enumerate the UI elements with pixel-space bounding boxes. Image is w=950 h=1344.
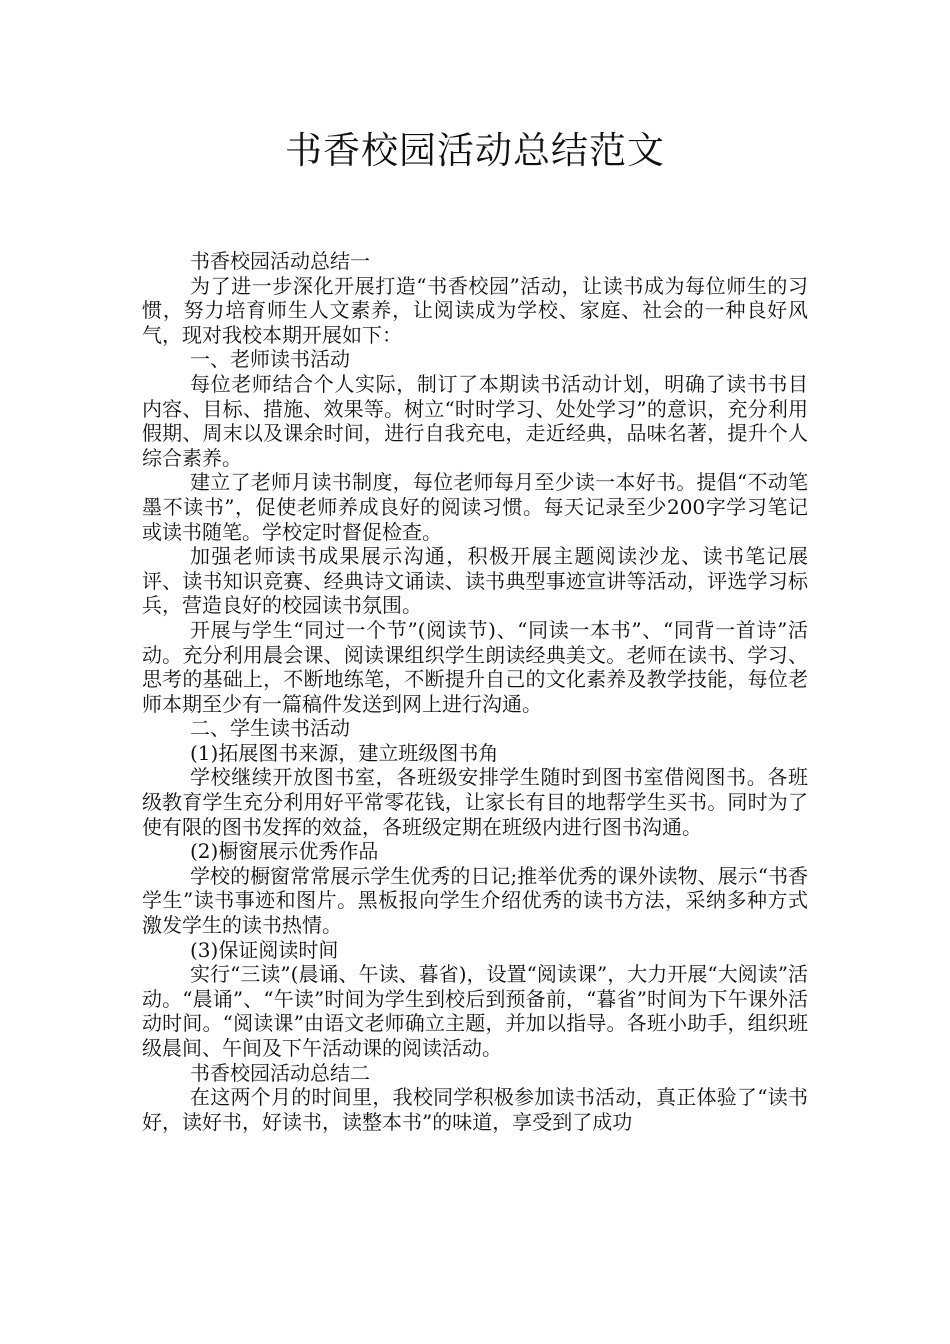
document-body [142, 249, 808, 1134]
paragraph: 加强老师读书成果展示沟通，积极开展主题阅读沙龙、读书笔记展评、读书知识竞赛、经典诗文诵读、读书典型事迹宣讲等活动，评选学习标兵，营造良好的校园读书氛围。 [142, 544, 808, 618]
paragraph: 建立了老师月读书制度，每位老师每月至少读一本好书。提倡“不动笔墨不读书”，促使老师养成良好的阅读习惯。每天记录至少200字学习笔记或读书随笔。学校定时督促检查。 [142, 470, 808, 544]
paragraph: 实行“三读”(晨诵、午读、暮省)，设置“阅读课”，大力开展“大阅读”活动。“晨诵”、“午读”时间为学生到校后到预备前，“暮省”时间为下午课外活动时间。“阅读课”由语文老师确立主题，并加以指导。各班小助手，组织班级晨间、午间及下午活动课的阅读活动。 [142, 962, 808, 1060]
paragraph: 学校的橱窗常常展示学生优秀的日记;推举优秀的课外读物、展示“书香学生”读书事迹和图片。黑板报向学生介绍优秀的读书方法，采纳多种方式激发学生的读书热情。 [142, 863, 808, 938]
paragraph: 开展与学生“同过一个节”(阅读节)、“同读一本书”、“同背一首诗”活动。充分利用晨会课、阅读课组织学生朗读经典美文。老师在读书、学习、思考的基础上，不断地练笔，不断提升自己的文化素养及教学技能，每位老师本期至少有一篇稿件发送到网上进行沟通。 [142, 617, 808, 716]
paragraph: 二、学生读书活动 [190, 716, 350, 741]
paragraph: 在这两个月的时间里，我校同学积极参加读书活动，真正体验了“读书好，读好书，好读书，读整本书”的味道，享受到了成功 [142, 1085, 808, 1134]
document-title: 书香校园活动总结范文 [285, 129, 665, 172]
paragraph: 为了进一步深化开展打造“书香校园”活动，让读书成为每位师生的习惯，努力培育师生人文素养，让阅读成为学校、家庭、社会的一种良好风气，现对我校本期开展如下： [142, 273, 808, 347]
paragraph: (3)保证阅读时间 [190, 937, 339, 962]
paragraph: 书香校园活动总结一 [190, 249, 370, 273]
paragraph: 一、老师读书活动 [190, 347, 350, 372]
paragraph: 每位老师结合个人实际，制订了本期读书活动计划，明确了读书书目内容、目标、措施、效果等。树立“时时学习、处处学习”的意识，充分利用假期、周末以及课余时间，进行自我充电，走近经典，品味名著，提升个人综合素养。 [142, 371, 808, 470]
paragraph: (1)拓展图书来源，建立班级图书角 [190, 740, 499, 765]
paragraph: (2)橱窗展示优秀作品 [190, 839, 379, 864]
paragraph: 书香校园活动总结二 [190, 1060, 370, 1085]
paragraph: 学校继续开放图书室，各班级安排学生随时到图书室借阅图书。各班级教育学生充分利用好平常零花钱，让家长有目的地帮学生买书。同时为了使有限的图书发挥的效益，各班级定期在班级内进行图书沟通。 [142, 765, 808, 839]
